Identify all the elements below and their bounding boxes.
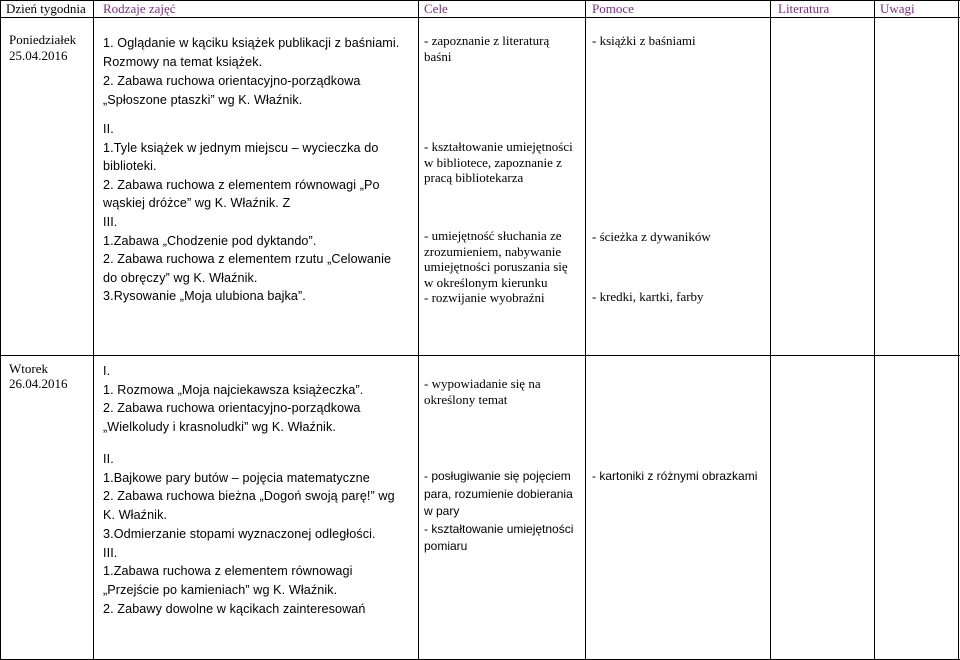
tuesday-goals-block1: - wypowiadanie się na określony temat — [424, 376, 541, 407]
day-divider — [0, 355, 960, 356]
column-divider-aids — [770, 0, 771, 660]
monday-goals-block2b: - umiejętność słuchania ze zrozumieniem, nabywanie umiejętności poruszania się w określonym kierunku - rozwijanie wyobraźni — [424, 228, 568, 305]
column-divider-literature — [874, 0, 875, 660]
tuesday-activities-block2: II. 1.Bajkowe pary butów – pojęcia matematyczne 2. Zabawa ruchowa bieżna „Dogoń swoją parę!” wg K. Właźnik. 3.Odmierzanie stopami wyznaczonej odległości. III. 1.Zabawa ruchowa z elementem równowagi „Przejście po kamieniach” wg K. Właźnik. 2. Zabawy dowolne w kącikach zainteresowań — [103, 452, 395, 616]
header-notes: Uwagi — [880, 1, 915, 16]
header-literature: Literatura — [778, 1, 830, 16]
monday-activities-block1: 1. Oglądanie w kąciku książek publikacji z baśniami. Rozmowy na temat książek. 2. Zabawa ruchowa orientacyjno-porządkowa „Spłoszone ptaszki” wg K. Właźnik. — [103, 36, 400, 107]
column-divider-goals — [585, 0, 586, 660]
tuesday-activities-block1: I. 1. Rozmowa „Moja najciekawsza książeczka”. 2. Zabawa ruchowa orientacyjno-porządkowa „Wielkoludy i krasnoludki” wg K. Właźnik. — [103, 364, 364, 434]
column-border-right — [958, 0, 959, 660]
monday-aids-block2a: - ścieżka z dywaników — [592, 229, 711, 244]
header-day: Dzień tygodnia — [6, 1, 86, 16]
column-border-left — [0, 0, 1, 660]
monday-day-name: Poniedziałek — [9, 32, 77, 47]
monday-goals-block2a: - kształtowanie umiejętności w bibliotece, zapoznanie z pracą bibliotekarza — [424, 139, 573, 185]
header-aids: Pomoce — [592, 1, 634, 16]
tuesday-date: 26.04.2016 — [9, 376, 68, 391]
header-activities: Rodzaje zajęć — [103, 1, 176, 16]
monday-goals-block1: - zapoznanie z literaturą baśni — [424, 33, 550, 64]
tuesday-day-name: Wtorek — [9, 361, 48, 376]
column-divider-activities — [418, 0, 419, 660]
header-divider — [0, 17, 960, 18]
tuesday-goals-block2: - posługiwanie się pojęciem para, rozumienie dobierania w pary - kształtowanie umiejętności pomiaru — [424, 469, 574, 553]
monday-aids-block2b: - kredki, kartki, farby — [592, 289, 704, 304]
header-goals: Cele — [424, 1, 448, 16]
monday-aids-block1: - książki z baśniami — [592, 33, 696, 48]
tuesday-aids-block2: - kartoniki z różnymi obrazkami — [592, 469, 758, 483]
column-divider-day — [93, 0, 94, 660]
monday-activities-block2: II. 1.Tyle książek w jednym miejscu – wycieczka do biblioteki. 2. Zabawa ruchowa z elementem równowagi „Po wąskiej dróżce” wg K. Właźnik. Z III. 1.Zabawa „Chodzenie pod dyktando”. 2. Zabawa ruchowa z elementem rzutu „Celowanie do obręczy” wg K. Właźnik. 3.Rysowanie „Moja ulubiona bajka”. — [103, 122, 392, 304]
monday-date: 25.04.2016 — [9, 48, 68, 63]
